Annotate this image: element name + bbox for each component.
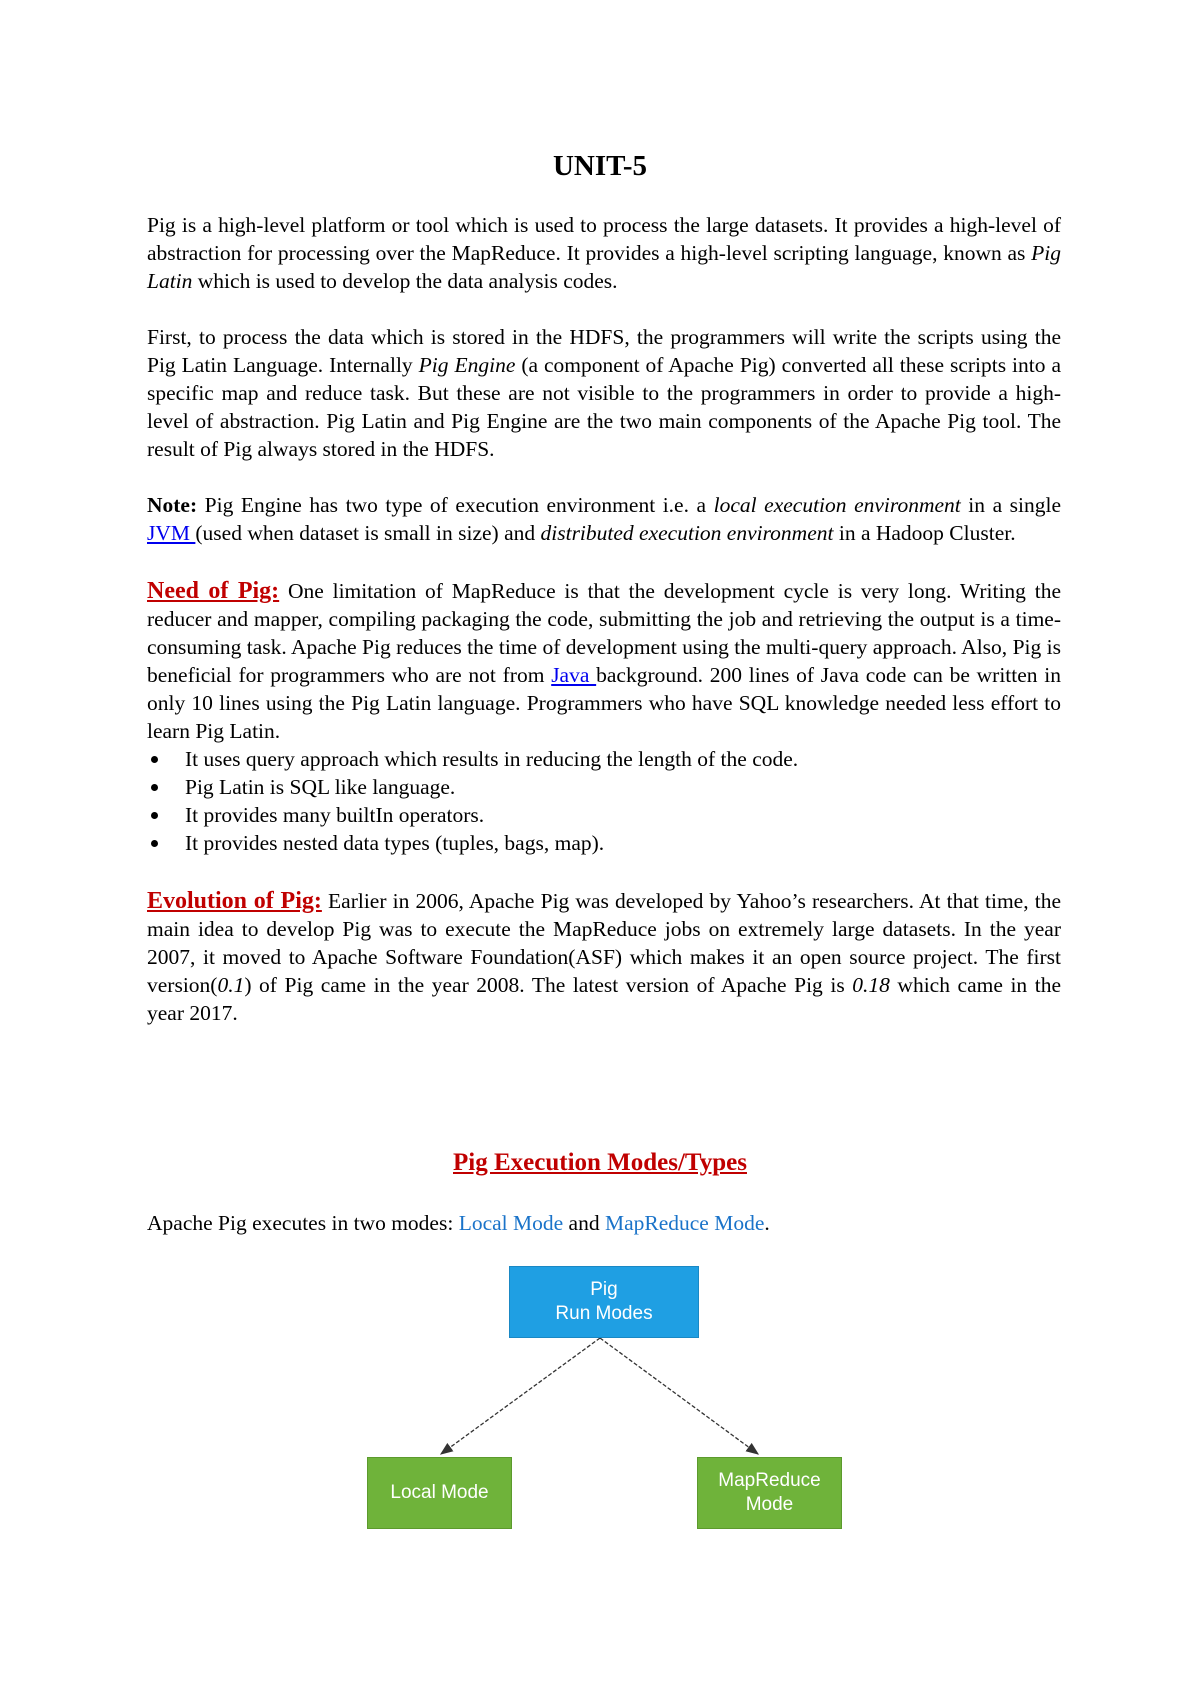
modes-sentence (147, 1209, 770, 1237)
text-run: . (764, 1211, 770, 1235)
feature-list (147, 745, 1061, 857)
emphasis-pig-engine: Pig Engine (418, 353, 516, 377)
mapreduce-mode-box (697, 1457, 842, 1529)
text-run: and (563, 1211, 605, 1235)
text-run: Pig Engine has two type of execution environment i.e. a (197, 493, 714, 517)
arrow-to-local-mode (441, 1338, 600, 1454)
page-title: UNIT-5 (552, 150, 647, 182)
emphasis-version: 0.18 (852, 973, 890, 997)
text-run: (used when dataset is small in size) and (195, 521, 541, 545)
emphasis-pig-latin: Pig Latin (147, 241, 1061, 293)
list-item-text: It provides nested data types (tuples, bags, map). (185, 831, 605, 855)
list-item (147, 745, 1061, 773)
list-item-text: Pig Latin is SQL like language. (185, 775, 456, 799)
arrow-to-mapreduce-mode (600, 1338, 758, 1454)
emphasis-version: 0.1 (217, 973, 245, 997)
text-run: background. 200 lines of Java code can be written in only 10 lines using the Pig Latin language. Programmers who have SQL knowledge needed less effort to learn Pig Latin. (147, 663, 1061, 743)
text-run: Pig is a high-level platform or tool which is used to process the large datasets. It provides a high-level of abstraction for processing over the MapReduce. It provides a high-level scripting language, known as (147, 213, 1061, 265)
mapreduce-mode-link[interactable]: MapReduce Mode (604, 1211, 765, 1235)
text-run: ) of Pig came in the year 2008. The latest version of Apache Pig is (244, 973, 853, 997)
list-item (147, 773, 1061, 801)
list-item (147, 801, 1061, 829)
box-label: MapReduce Mode (718, 1470, 821, 1515)
note-label: Note: (147, 493, 198, 517)
text-run: One limitation of MapReduce is that the development cycle is very long. Writing the reducer and mapper, compiling packaging the code, submitting the job and retrieving the output is a time-consuming task. Apache Pig reduces the time of development using the multi-query approach. Also, Pig is beneficial for programmers who are not from (147, 579, 1061, 687)
jvm-link[interactable]: JVM (147, 521, 196, 545)
intro-paragraph (147, 211, 1061, 295)
execution-modes-heading: Pig Execution Modes/Types (453, 1149, 747, 1176)
text-run: Apache Pig executes in two modes: (147, 1211, 459, 1235)
note-paragraph (147, 491, 1061, 547)
text-run: Earlier in 2006, Apache Pig was developed by Yahoo’s researchers. At that time, the main idea to develop Pig was to execute the MapReduce jobs on extremely large datasets. In the year 2007, it moved to Apache Software Foundation(ASF) which makes it an open source project. The first version( (147, 889, 1061, 997)
local-mode-box (367, 1457, 512, 1529)
bullet-icon (151, 840, 158, 847)
need-heading: Need of Pig: (147, 578, 280, 604)
bullet-icon (151, 812, 158, 819)
emphasis-local-env: local execution environment (713, 493, 961, 517)
list-item-text: It provides many builtIn operators. (185, 803, 485, 827)
need-paragraph (147, 577, 1061, 745)
emphasis-distributed-env: distributed execution environment (540, 521, 834, 545)
pig-run-modes-box (509, 1266, 699, 1338)
local-mode-link[interactable]: Local Mode (458, 1211, 564, 1235)
evolution-paragraph (147, 887, 1061, 1027)
bullet-icon (151, 784, 158, 791)
text-run: in a Hadoop Cluster. (833, 521, 1016, 545)
list-item-text: It uses query approach which results in reducing the length of the code. (185, 747, 799, 771)
java-link[interactable]: Java (551, 663, 597, 687)
text-run: First, to process the data which is stored in the HDFS, the programmers will write the scripts using the Pig Latin Language. Internally (147, 325, 1061, 377)
text-run: which came in the year 2017. (147, 973, 1061, 1025)
bullet-icon (151, 756, 158, 763)
hdfs-paragraph (147, 323, 1061, 463)
text-run: in a single (960, 493, 1062, 517)
evolution-heading: Evolution of Pig: (147, 888, 322, 914)
list-item (147, 829, 1061, 857)
box-label: Pig Run Modes (555, 1279, 653, 1324)
document-body (147, 211, 1061, 1027)
box-label: Local Mode (390, 1482, 489, 1503)
text-run: which is used to develop the data analysis codes. (192, 269, 618, 293)
text-run: (a component of Apache Pig) converted all these scripts into a specific map and reduce task. But these are not visible to the programmers in order to provide a high-level of abstraction. Pig Latin and Pig Engine are the two main components of the Apache Pig tool. The result of Pig always stored in the HDFS. (147, 353, 1062, 461)
